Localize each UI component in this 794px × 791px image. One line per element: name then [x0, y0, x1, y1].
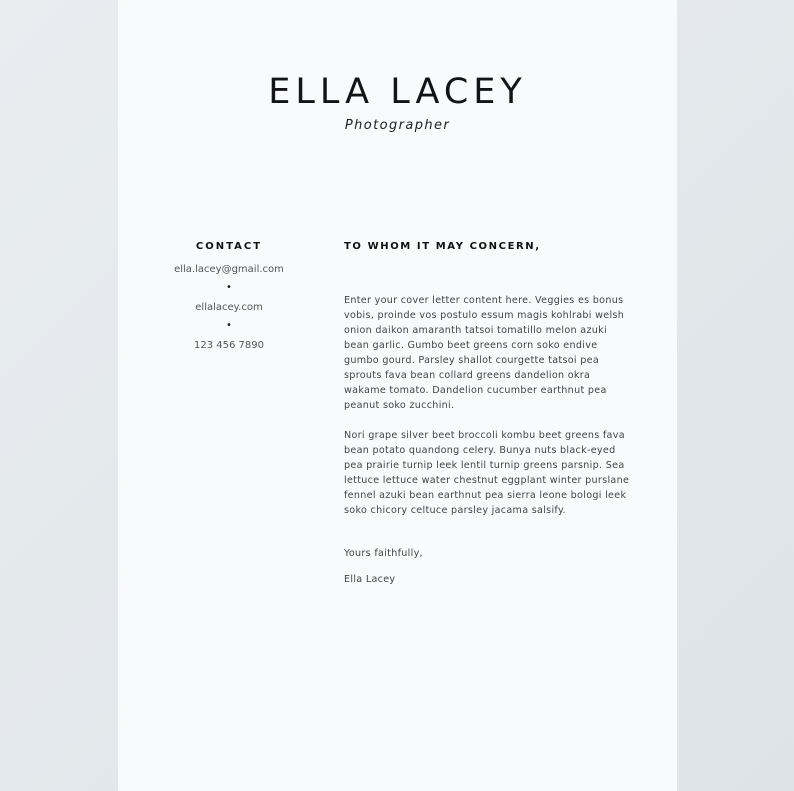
contact-heading: CONTACT	[195, 241, 263, 252]
applicant-name: ELLA LACEY	[268, 72, 527, 112]
signature: Ella Lacey	[344, 574, 396, 585]
letter-paragraph: Enter your cover letter content here. Veggies es bonus vobis, proinde vos postulo essum magis kohlrabi welsh onion daikon amaranth tatsoi tomatillo melon azuki bean garlic. Gumbo beet greens corn soko endive gumbo gourd. Parsley shallot courgette tatsoi pea sprouts fava bean collard greens dandelion okra wakame tomato. Dandelion cucumber earthnut pea peanut soko zucchini.	[344, 295, 625, 411]
contact-phone: 123 456 7890	[194, 340, 264, 351]
document-page	[118, 0, 677, 791]
applicant-role: Photographer	[344, 118, 451, 133]
contact-website: ellalacey.com	[195, 302, 263, 313]
separator-dot: •	[226, 282, 232, 293]
contact-email: ella.lacey@gmail.com	[174, 264, 284, 275]
letter-paragraph: Nori grape silver beet broccoli kombu beet greens fava bean potato quandong celery. Bunya nuts black-eyed pea prairie turnip leek lentil turnip greens parsnip. Sea lettuce lettuce water chestnut eggplant winter purslane fennel azuki bean earthnut pea sierra leone bologi leek soko chicory celtuce parsley jacama salsify.	[344, 430, 630, 516]
contact-section	[158, 241, 300, 353]
letter-body	[344, 241, 634, 585]
separator-dot: •	[226, 320, 232, 331]
closing: Yours faithfully,	[344, 548, 423, 559]
salutation: TO WHOM IT MAY CONCERN,	[344, 241, 541, 252]
